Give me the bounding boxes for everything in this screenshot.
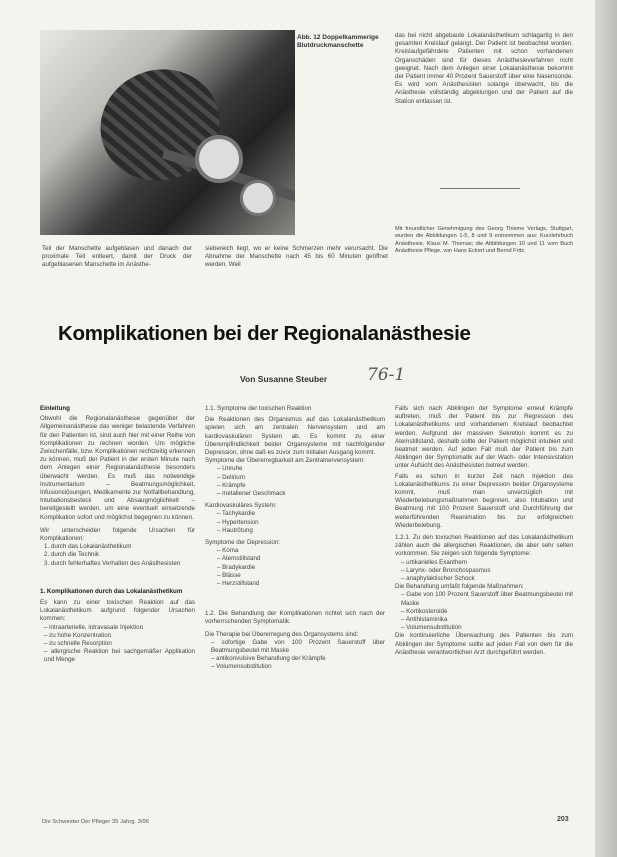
- source-note: Mit freundlicher Genehmigung des Georg Thieme Verlags, Stuttgart, wurden die Abbildungen 1-5, 8 und 9 entnommen aus: Kurzlehrbuch Anästhesie, Klaus M. Thomas; die Abbildungen 10 und 11 vom Buch Anästhesie Pflege, von Hans Eckert und Bernd Fritz.: [395, 226, 573, 255]
- section-heading-treatment: 1.2. Die Behandlung der Komplikationen richtet sich nach der vorherrschenden Symptomatik.: [205, 610, 385, 626]
- pressure-gauge-1: [195, 135, 243, 183]
- section-heading-complications: 1. Komplikationen durch das Lokalanästhetikum: [40, 587, 183, 595]
- cardio-item-1: – Tachykardie: [217, 510, 256, 518]
- allergic-item-2: – Larynx- oder Bronchospasmus: [401, 566, 491, 574]
- article-column-1: [40, 405, 195, 665]
- depression-item-5: – Herzstillstand: [217, 580, 260, 588]
- section-heading-symptoms: 1.1. Symptome der toxischen Reaktion: [205, 405, 312, 412]
- journal-footer: Die Schwester Der Pfleger 35 Jahrg. 3/96: [42, 819, 149, 825]
- top-middle-column: siebereich liegt, wo er keine Schmerzen mehr verursacht. Die Abnahme der Manschette nach 45 bis 60 Minuten geöffnet werden. Weil: [205, 245, 388, 269]
- blood-pressure-cuff-photo: [40, 30, 295, 235]
- causes-item-3: 3. durch fehlerhaftes Verhalten des Anästhesisten: [44, 559, 181, 567]
- therapy-item-3: – Volumensubstitution: [211, 663, 272, 671]
- depression-heading: Symptome der Depression:: [205, 539, 280, 547]
- depression-item-3: – Bradykardie: [217, 563, 256, 571]
- handwritten-note: 76-1: [367, 365, 406, 385]
- top-right-paragraph: das bei nicht abgebaute Lokalanästhetikum schlagartig in den gesamten Kreislauf gelangt. Der Patient ist beobachtet worden. Kreislaufgefährdete Patienten mit schon vorhandenen Organschäden sind für dieses Anästhesieverfahren nicht geeignet. Nach dem Anlegen einer Lokalanästhesie bekommt der Patient immer 40 Prozent Sauerstoff über eine Nasensonde. Es wird vom Anästhesisten solange überwacht, bis die Anästhesie vollständig abgeklungen und der Patient auf die Station entlassen ist.: [395, 32, 573, 105]
- section-heading-introduction: Einleitung: [40, 405, 70, 412]
- cardio-heading: Kardiovaskuläres System:: [205, 502, 277, 510]
- allergic-item-1: – urtikarielles Exanthem: [401, 558, 468, 566]
- toxic-reaction-paragraph: Es kann zu einer toxischen Reaktion auf das Lokalanästhetikum aufgrund folgender Ursachen kommen:: [40, 599, 195, 623]
- top-left-column: Teil der Manschette aufgeblasen und danach der proximale Teil entleert, damit der Druck der aufgeblasenen Manschette im Anästhe-: [42, 245, 192, 269]
- cardio-item-2: – Hypertension: [217, 518, 259, 526]
- therapy-item-2: – antikonvulsive Behandlung der Krämpfe: [211, 655, 326, 663]
- toxic-cause-item-3: – zu schnelle Resorption: [44, 640, 112, 648]
- cns-item-1: – Unruhe: [217, 465, 243, 473]
- allergic-treatment-item-1: – Gabe von 100 Prozent Sauerstoff über Beatmungsbeutel mit Maske: [401, 591, 573, 607]
- cns-heading: Symptome der Übererregbarkeit am Zentralnervensystem:: [205, 457, 365, 465]
- cns-item-4: – metallener Geschmack: [217, 490, 286, 498]
- article-column-3: [395, 405, 573, 657]
- causes-intro: Wir unterscheiden folgende Ursachen für Komplikationen:: [40, 526, 195, 543]
- allergic-treatment-item-4: – Volumensubstitution: [401, 624, 462, 632]
- section-heading-allergic: 1.2.1. Zu den toxischen Reaktionen auf das Lokalanästhetikum zählen auch die allergischen Reaktionen, die aber sehr selten vorkommen. Sie zeigen sich folgende Symptome:: [395, 534, 573, 558]
- figure-caption: Abb. 12 Doppelkammerige Blutdruckmanschette: [297, 34, 379, 49]
- toxic-cause-item-4: – allergische Reaktion bei sachgemäßer Applikation und Menge: [44, 648, 195, 664]
- symptoms-paragraph: Die Reaktionen des Organismus auf das Lokalanästhetikum spielen sich am zentralen Nervensystem und am kardiovaskulären System ab. Es kommt zu einer Überempfindlichkeit beider Organsysteme mit nachfolgender Depression, ohne daß es zuvor zum Initialen Ausgang kommt.: [205, 416, 385, 457]
- pressure-gauge-2: [240, 180, 276, 216]
- article-column-2: [205, 405, 385, 672]
- toxic-cause-item-2: – zu hohe Konzentration: [44, 631, 112, 639]
- depression-item-2: – Atemstillstand: [217, 555, 261, 563]
- allergic-treatment-intro: Die Behandlung umfaßt folgende Maßnahmen:: [395, 583, 524, 591]
- therapy-item-1: – sofortige Gabe von 100 Prozent Sauerstoff über Beatmungsbeutel mit Maske: [211, 638, 385, 655]
- intro-paragraph: Obwohl die Regionalanästhesie gegenüber der Allgemeinanästhesie das weniger belastende Verfahren für den Patienten ist, sind auch hier mit einer Reihe von Komplikationen zu rechnen worden. Um mögliche Zwischenfälle, bzw. Komplikationen rechtzeitig erkennen zu können, muß der Patient in der ersten Minute nach dem Anlegen einer Regionalanästhesie besonders überwacht werden. Es muß das notwendige Instrumentarium – Beatmungsmöglichkeit, Infusionslösungen, Medikamente zur Notfallbehandlung, Intubationsbesteck und Absaugmöglichkeit – bereitgestellt werden, um eine eventuell einsetzende Komplikation sofort und möglichst begegnen zu können.: [40, 415, 195, 521]
- causes-item-1: 1. durch das Lokalanästhetikum: [44, 543, 132, 551]
- scan-shadow-edge: [595, 0, 617, 857]
- cns-item-2: – Delirium: [217, 473, 245, 481]
- depression-item-4: – Blässe: [217, 571, 241, 579]
- toxic-cause-item-1: – intraarterielle, intravasale Injektion: [44, 623, 144, 631]
- article-title: Komplikationen bei der Regionalanästhesie: [58, 322, 471, 345]
- col3-paragraph-1: Falls sich nach Abklingen der Symptome erneut Krämpfe auftreten, muß der Patient bis zur Regression des Lokalanästhetikums und vorhandenem Kreislauf beobachtet werden. Aufgrund der massiven Sekretion kommt es zu Atemstillstand, deshalb sollte der Patient möglichst intubiert und beatmet werden. Auf jeden Fall muß der Patient bis zum Abklingen der Symptomatik auf der Wach- oder Intensivstation unter Aufsicht des Anästhesisten betreut werden.: [395, 405, 573, 470]
- col3-paragraph-2: Falls es schon in kurzer Zeit nach Injektion des Lokalanästhetikums zu einer Depression beider Organsysteme kommt, muß man unverzüglich mit Wiederbelebungsmaßnahmen beginnen, also Intubation und Beatmung mit 100 Prozent Sauerstoff und Durchführung der weiterführenden Reanimation bis zur erfolgreichen Wiederbelebung.: [395, 472, 573, 529]
- cns-item-3: – Krämpfe: [217, 481, 246, 489]
- cardio-item-3: – Hautrötung: [217, 526, 253, 534]
- allergic-treatment-item-2: – Kortikosteroide: [401, 607, 448, 615]
- allergic-item-3: – anaphylaktischer Schock: [401, 575, 475, 583]
- separator-line: [440, 188, 520, 189]
- article-byline: Von Susanne Steuber: [240, 374, 328, 384]
- allergic-treatment-item-3: – Antihistaminika: [401, 616, 448, 624]
- monitoring-paragraph: Die kontinuierliche Überwachung des Patienten bis zum Abklingen der Symptome sollte auf jeden Fall von dem für die Anästhesie verantwortlichen Arzt durchgeführt werden.: [395, 632, 573, 656]
- therapy-paragraph: Die Therapie bei Übererregung des Organsystems sind:: [205, 630, 359, 638]
- causes-item-2: 2. durch die Technik: [44, 551, 99, 559]
- depression-item-1: – Koma: [217, 547, 239, 555]
- page-number: 203: [557, 816, 569, 823]
